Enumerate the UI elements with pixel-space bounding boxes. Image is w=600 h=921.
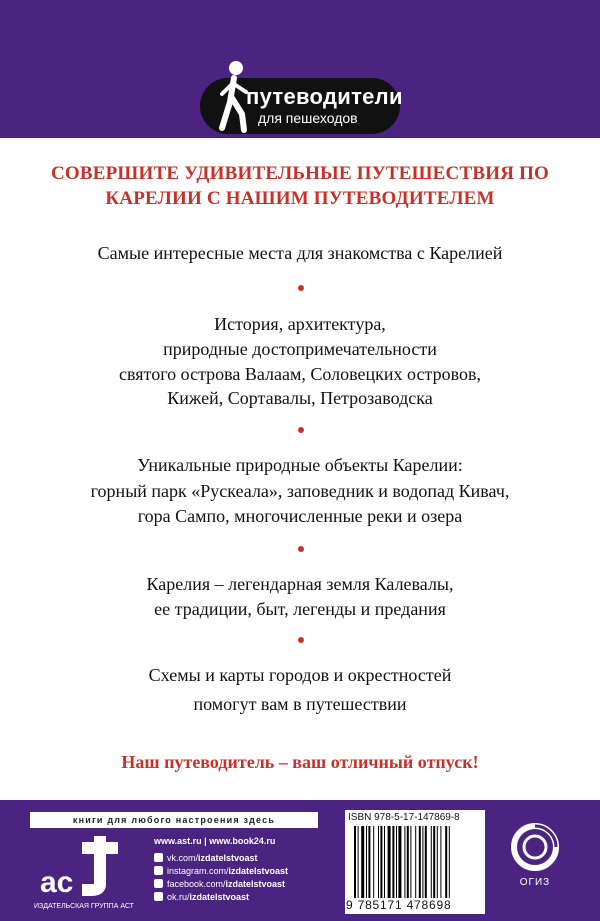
vk-icon xyxy=(154,853,163,862)
odnoklassniki-icon xyxy=(154,892,163,901)
svg-text:ас: ас xyxy=(40,866,74,896)
headline-line-1: СОВЕРШИТЕ УДИВИТЕЛЬНЫЕ ПУТЕШЕСТВИЯ ПО xyxy=(50,163,550,184)
bullet-dot xyxy=(298,427,304,433)
facebook-icon xyxy=(154,879,163,888)
social-prefix: instagram.com/ xyxy=(167,865,229,876)
barcode-digits: 9 785171 478698 xyxy=(346,898,452,912)
social-prefix: ok.ru/ xyxy=(167,891,190,902)
social-link-facebook[interactable] xyxy=(154,878,324,889)
feature-2-line-1: История, архитектура, xyxy=(214,314,386,334)
feature-5-line-2: помогут вам в путешествии xyxy=(193,694,407,714)
feature-4-line-1: Карелия – легендарная земля Калевалы, xyxy=(146,574,454,594)
isbn: ISBN 978-5-17-147869-8 xyxy=(348,812,460,823)
headline-line-2: КАРЕЛИИ С НАШИМ ПУТЕВОДИТЕЛЕМ xyxy=(105,188,495,209)
barcode xyxy=(354,826,478,898)
bullet-dot xyxy=(298,637,304,643)
publisher-name: ИЗДАТЕЛЬСКАЯ ГРУППА АСТ xyxy=(34,903,134,910)
feature-3-line-1: Уникальные природные объекты Карелии: xyxy=(137,455,463,475)
feature-2-line-4: Кижей, Сортавалы, Петрозаводска xyxy=(167,388,433,408)
bullet-dot xyxy=(298,546,304,552)
feature-3-line-3: гора Сампо, многочисленные реки и озера xyxy=(137,506,463,526)
ogiz-label: ОГИЗ xyxy=(519,877,551,888)
feature-5-line-1: Схемы и карты городов и окрестностей xyxy=(148,665,452,685)
social-handle: izdatelstvoast xyxy=(225,878,286,889)
ast-logo xyxy=(38,836,138,896)
feature-1-line-1: Самые интересные места для знакомства с Карелией xyxy=(97,243,503,263)
feature-2-line-2: природные достопримечательности xyxy=(163,339,437,359)
social-link-instagram[interactable] xyxy=(154,865,324,876)
tagline: книги для любого настроения здесь xyxy=(30,812,318,828)
social-handle: izdatelstvoast xyxy=(198,852,258,863)
social-prefix: facebook.com/ xyxy=(167,878,226,889)
social-link-odnoklassniki[interactable] xyxy=(154,891,324,902)
feature-4-line-2: ее традиции, быт, легенды и предания xyxy=(154,599,446,619)
bullet-dot xyxy=(298,285,304,291)
websites[interactable]: www.ast.ru | www.book24.ru xyxy=(154,836,276,846)
instagram-icon xyxy=(154,866,163,875)
series-logo-subtitle: для пешеходов xyxy=(258,110,358,126)
feature-3-line-2: горный парк «Рускеала», заповедник и водопад Кивач, xyxy=(90,481,510,501)
slogan: Наш путеводитель – ваш отличный отпуск! xyxy=(121,752,479,772)
social-handle: izdatelstvoast xyxy=(189,891,250,902)
social-prefix: vk.com/ xyxy=(167,852,199,863)
social-handle: izdatelstvoast xyxy=(228,865,289,876)
feature-2-line-3: святого острова Валаам, Соловецких островов, xyxy=(119,364,481,384)
ogiz-logo xyxy=(510,822,560,872)
social-link-vk[interactable] xyxy=(154,852,324,863)
series-logo-title: путеводители xyxy=(246,84,403,109)
